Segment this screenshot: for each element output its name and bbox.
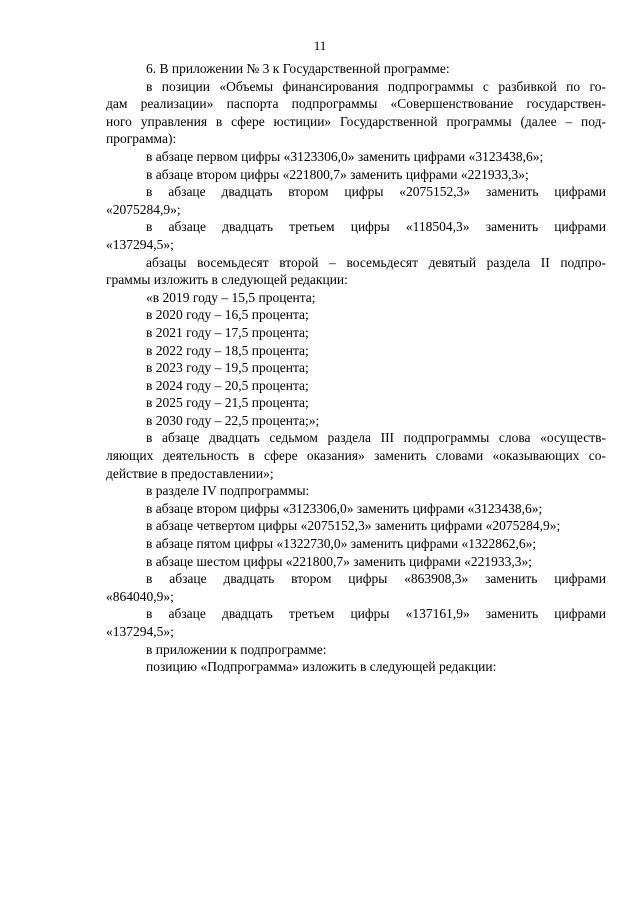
text-line: абзацы восемьдесят второй – восемьдесят девятый раздела II подпро-: [146, 254, 606, 270]
text-line: в абзаце втором цифры «3123306,0» заменить цифрами «3123438,6»;: [146, 500, 543, 516]
text-line: «в 2019 году – 15,5 процента;: [146, 289, 316, 305]
text-line: ного управления в сфере юстиции» Государственной программы (далее – под-: [106, 113, 606, 129]
text-line: в 2020 году – 16,5 процента;: [146, 307, 309, 323]
text-line: в 2025 году – 21,5 процента;: [146, 395, 309, 411]
text-line: ляющих деятельность в сфере оказания» заменить словами «оказывающих со-: [106, 448, 606, 464]
text-line: «137294,5»;: [106, 624, 174, 639]
text-line: в абзаце втором цифры «221800,7» заменить цифрами «221933,3»;: [146, 166, 529, 182]
text-line: в абзаце четвертом цифры «2075152,3» заменить цифрами «2075284,9»;: [146, 518, 561, 534]
text-line: в 2023 году – 19,5 процента;: [146, 360, 309, 376]
text-line: 6. В приложении № 3 к Государственной программе:: [146, 61, 450, 76]
text-line: программа):: [106, 131, 177, 147]
text-line: в абзаце пятом цифры «1322730,0» заменить цифрами «1322862,6»;: [146, 536, 537, 552]
text-line: «2075284,9»;: [106, 201, 181, 217]
text-line: в абзаце двадцать третьем цифры «137161,9» заменить цифрами: [146, 606, 606, 622]
text-line: в позиции «Объемы финансирования подпрограммы с разбивкой по го-: [146, 78, 606, 94]
text-line: в 2030 году – 22,5 процента;»;: [146, 412, 320, 428]
text-line: в абзаце шестом цифры «221800,7» заменить цифрами «221933,3»;: [146, 553, 532, 569]
text-line: в 2021 году – 17,5 процента;: [146, 324, 309, 340]
text-line: дам реализации» паспорта подпрограммы «Совершенствование государствен-: [106, 96, 606, 112]
text-line: в абзаце двадцать втором цифры «863908,3» заменить цифрами: [146, 571, 606, 587]
text-line: граммы изложить в следующей редакции:: [106, 272, 348, 288]
text-line: в приложении к подпрограмме:: [146, 641, 327, 657]
text-line: в абзаце двадцать третьем цифры «118504,3» заменить цифрами: [146, 219, 606, 235]
text-line: в 2022 году – 18,5 процента;: [146, 342, 309, 358]
document-body: [106, 60, 606, 676]
text-line: «137294,5»;: [106, 236, 174, 252]
text-line: «864040,9»;: [106, 588, 174, 604]
text-line: позицию «Подпрограмма» изложить в следующей редакции:: [146, 659, 497, 675]
text-line: в абзаце двадцать втором цифры «2075152,3» заменить цифрами: [146, 184, 606, 200]
text-line: в абзаце первом цифры «3123306,0» заменить цифрами «3123438,6»;: [146, 148, 544, 164]
text-line: в 2024 году – 20,5 процента;: [146, 377, 309, 393]
page-number: 11: [313, 38, 327, 53]
text-line: в разделе IV подпрограммы:: [146, 483, 310, 499]
text-line: действие в предоставлении»;: [106, 465, 274, 481]
text-line: в абзаце двадцать седьмом раздела III подпрограммы слова «осуществ-: [146, 430, 606, 446]
